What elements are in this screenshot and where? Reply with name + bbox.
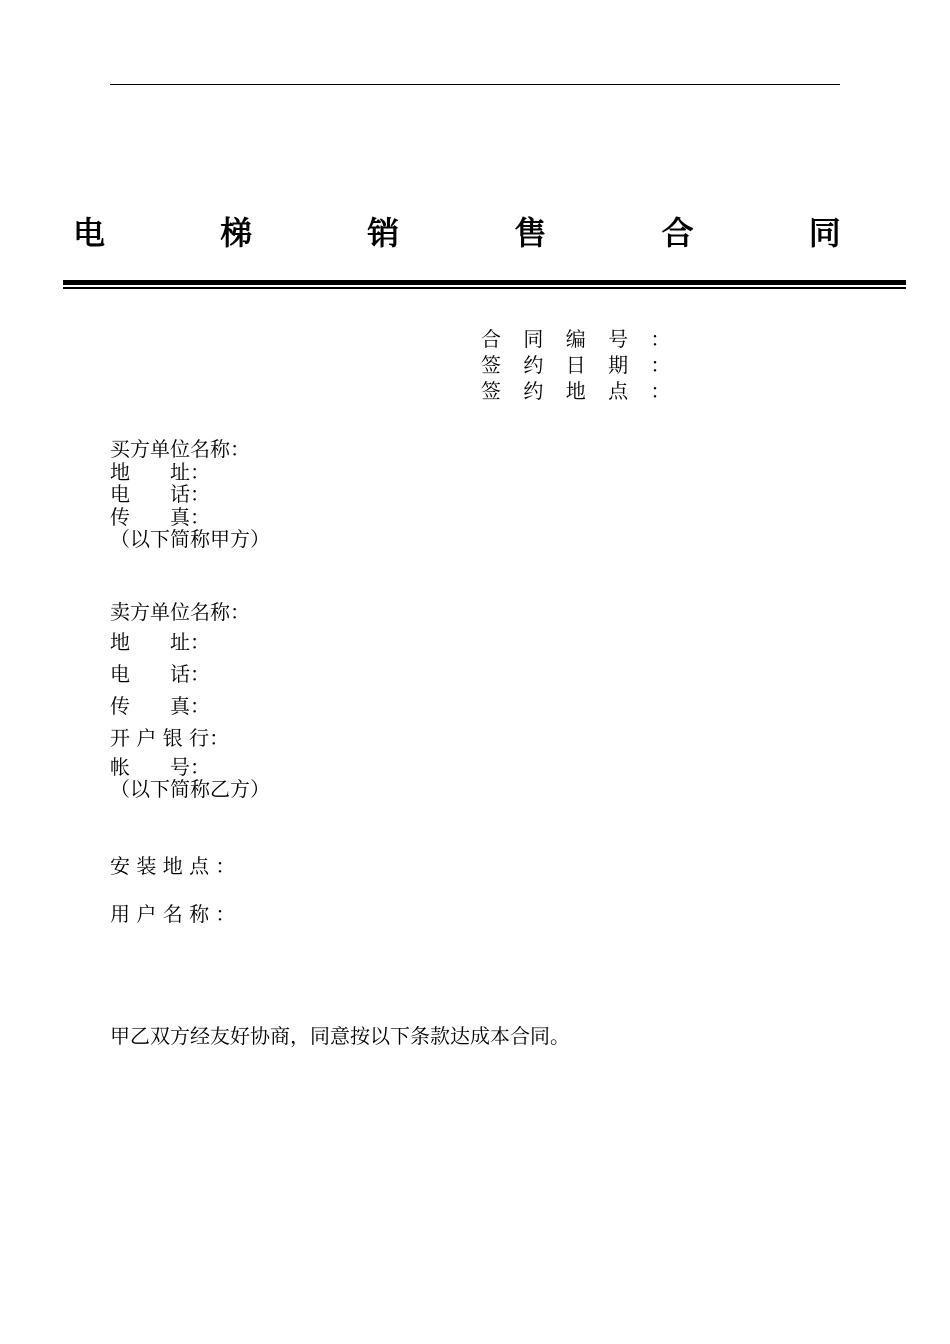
buyer-fax-label: 传 真： (110, 504, 210, 529)
contract-number-label: 合 同 编 号 ： (481, 327, 679, 351)
contract-title: 电 梯 销 售 合 同 (73, 214, 893, 252)
contract-meta (481, 326, 678, 404)
seller-phone-label: 电 话： (110, 662, 210, 686)
seller-address-label: 地 址： (110, 630, 210, 654)
buyer-address-label: 地 址： (110, 459, 210, 484)
user-name-label: 用 户 名 称 ： (110, 902, 236, 926)
seller-alias: （以下简称乙方） (110, 777, 270, 801)
buyer-section (110, 438, 270, 551)
seller-account-label: 帐 号： (110, 755, 210, 779)
install-section (110, 852, 235, 948)
buyer-alias: （以下简称甲方） (110, 527, 270, 551)
seller-bank-label: 开 户 银 行： (110, 726, 230, 750)
buyer-name-label: 买方单位名称： (110, 437, 250, 461)
sign-place-label: 签 约 地 点 ： (481, 379, 679, 403)
seller-name-label: 卖方单位名称： (110, 600, 250, 624)
header-rule (110, 84, 840, 85)
install-place-label: 安 装 地 点 ： (110, 854, 236, 878)
seller-fax-label: 传 真： (110, 694, 210, 718)
sign-date-label: 签 约 日 期 ： (481, 353, 679, 377)
seller-section (110, 598, 270, 800)
title-rule-thin (63, 287, 906, 289)
buyer-phone-label: 电 话： (110, 482, 210, 506)
title-rule-thick (63, 280, 906, 285)
agreement-statement: 甲乙双方经友好协商，同意按以下条款达成本合同。 (110, 1024, 570, 1048)
